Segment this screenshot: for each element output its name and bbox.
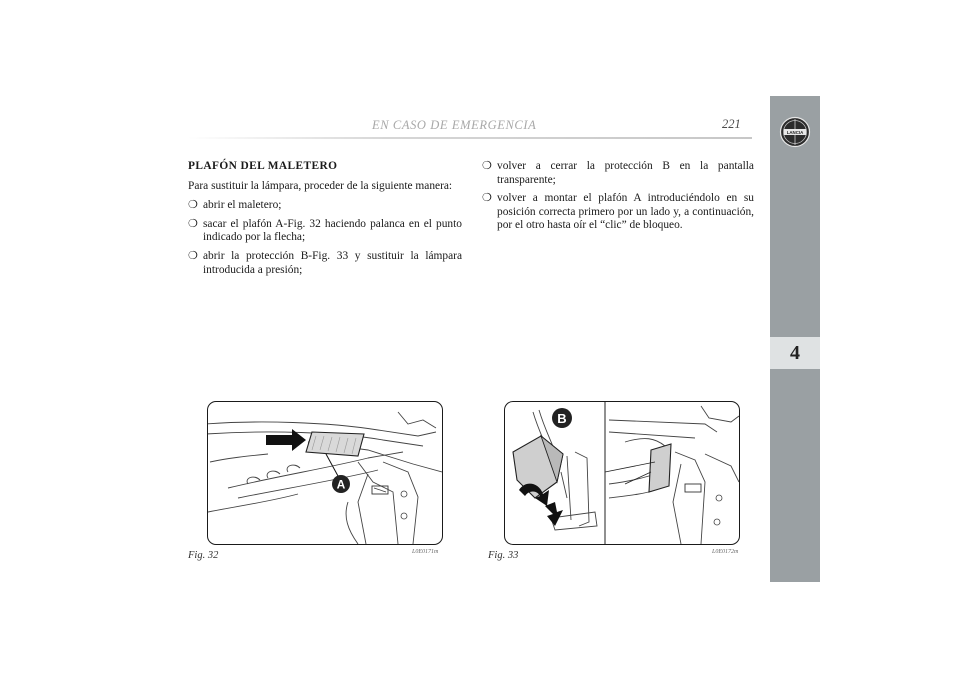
side-tab-upper <box>770 96 820 336</box>
list-item-text: sacar el plafón A-Fig. 32 haciendo palanca en el punto indicado por la flecha; <box>203 217 462 244</box>
list-item <box>188 250 462 277</box>
header-rule <box>188 137 752 139</box>
callout-b-label: B <box>557 411 567 426</box>
figure-32-illustration <box>207 401 443 545</box>
list-item <box>188 218 462 245</box>
right-column <box>482 160 754 238</box>
logo-lettering: LANCIA <box>786 129 804 135</box>
list-item <box>482 192 754 233</box>
installed-fixture-icon <box>605 444 671 492</box>
figure-32-caption: Fig. 32 <box>188 550 219 561</box>
bullet-icon: ❍ <box>188 217 198 230</box>
left-column <box>188 160 462 282</box>
bullet-icon: ❍ <box>482 160 492 172</box>
list-item <box>482 160 754 187</box>
figure-33-illustration <box>504 401 740 545</box>
list-item-text: abrir el maletero; <box>203 199 282 212</box>
list-item-text: abrir la protección B-Fig. 33 y sustituir la lámpara introducida a presión; <box>203 249 462 276</box>
callout-a-label: A <box>336 477 346 492</box>
page-number: 221 <box>722 117 741 131</box>
figure-33-code: L0E0172m <box>712 549 739 555</box>
trunk-light-drawing <box>208 402 442 544</box>
figure-32-code: L0E0171m <box>412 549 439 555</box>
chapter-side-tab <box>770 96 820 582</box>
bullet-icon: ❍ <box>188 199 198 212</box>
figure-33-caption: Fig. 33 <box>488 550 519 561</box>
list-item <box>188 199 462 213</box>
bullet-icon: ❍ <box>482 192 492 205</box>
intro-paragraph: Para sustituir la lámpara, proceder de la siguiente manera: <box>188 179 453 192</box>
section-heading: PLAFÓN DEL MALETERO <box>188 160 338 172</box>
running-header-title: EN CASO DE EMERGENCIA <box>372 118 537 132</box>
chapter-number: 4 <box>770 337 820 369</box>
bullet-icon: ❍ <box>188 249 198 262</box>
list-item-text: volver a montar el plafón A introduciéndolo en su posición correcta primero por un lado y, a continuación, por el otro hasta oír el “clic” de bloqueo. <box>497 192 754 232</box>
lancia-logo-icon <box>779 116 811 148</box>
light-fixture-icon <box>306 432 364 456</box>
arrow-down-icon <box>545 502 563 526</box>
lamp-cover-drawing <box>505 402 739 544</box>
list-item-text: volver a cerrar la protección B en la pantalla transparente; <box>497 160 754 186</box>
